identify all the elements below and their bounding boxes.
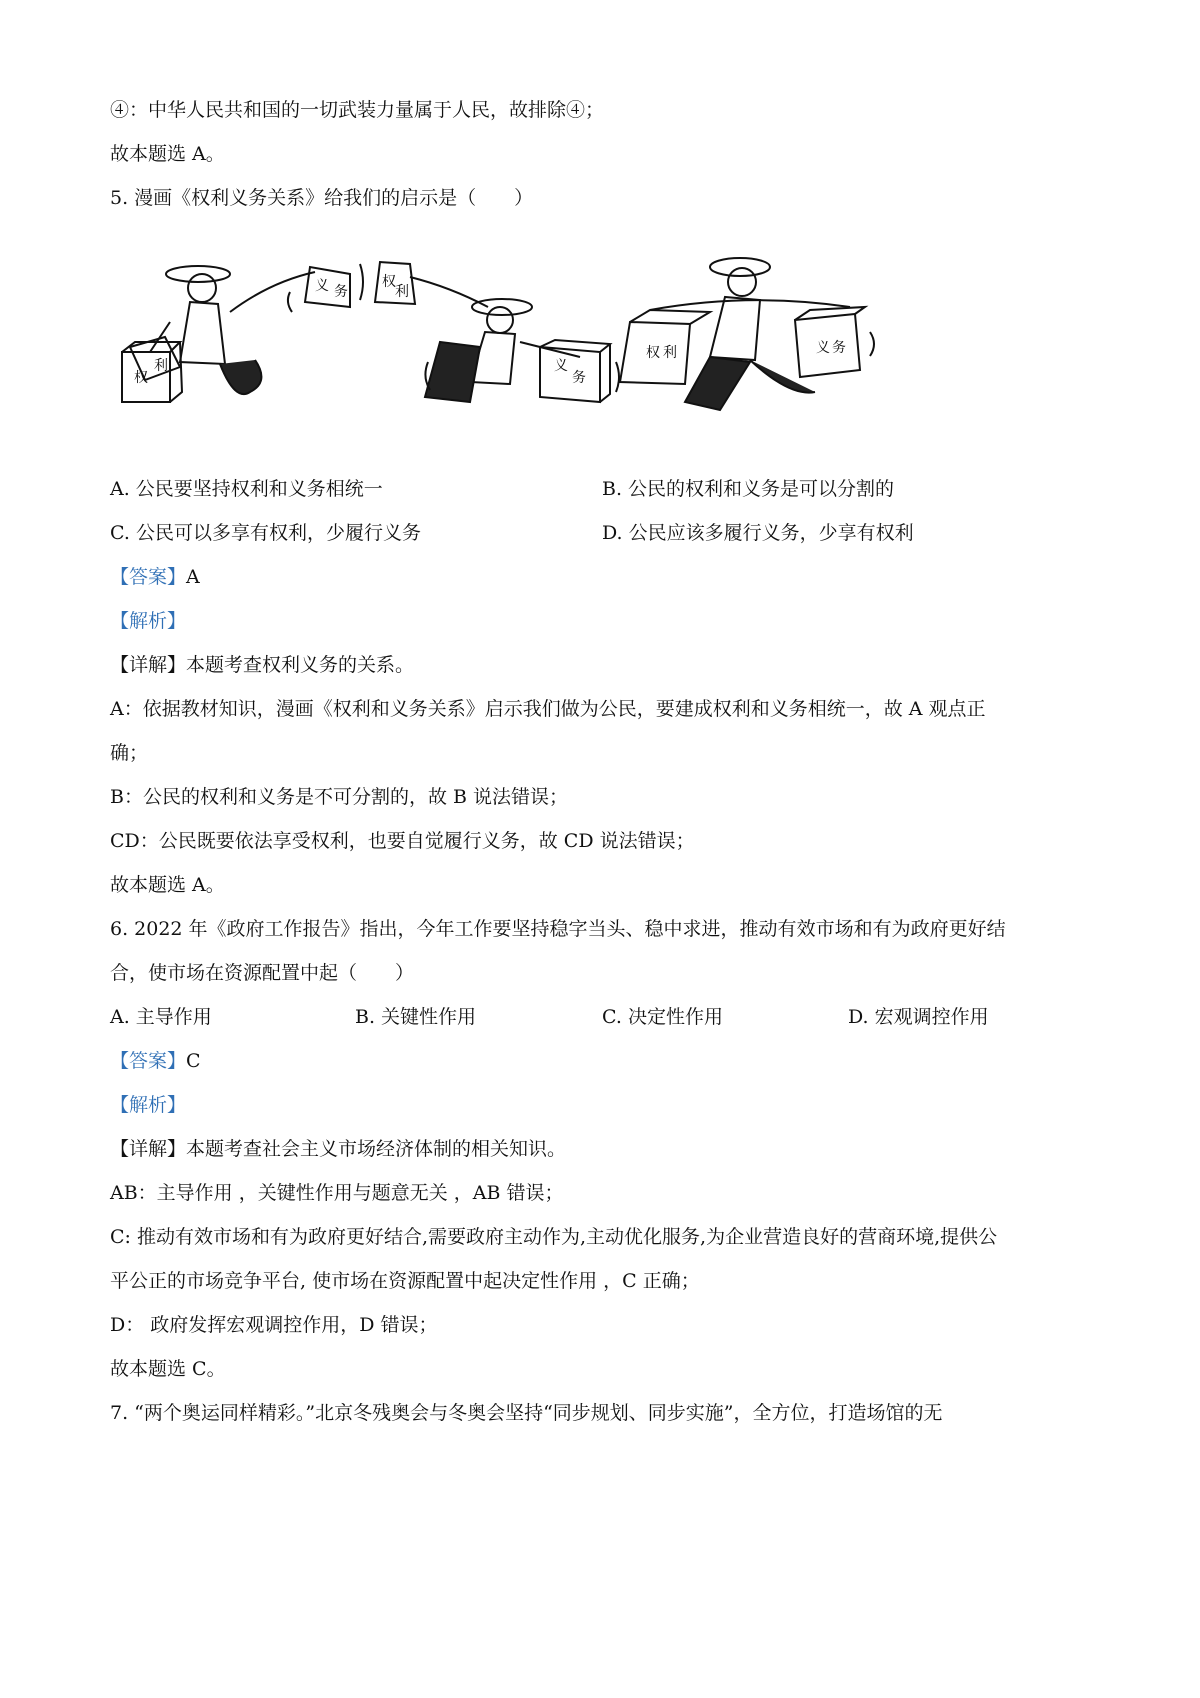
question-6-stem: 6. 2022 年《政府工作报告》指出，今年工作要坚持稳字当头、稳中求进，推动有效市场和有为政府更好结 xyxy=(110,918,1006,940)
answer-tag: 【答案】 xyxy=(110,1050,187,1072)
box-label-char: 权 xyxy=(382,274,396,290)
box-label-char: 务 xyxy=(832,340,846,356)
question-5-stem: 5. 漫画《权利义务关系》给我们的启示是（ ） xyxy=(110,187,534,209)
explain-line: C: 推动有效市场和有为政府更好结合,需要政府主动作为,主动优化服务,为企业营造良好的营商环境,提供公 xyxy=(110,1226,998,1248)
question-6-stem-cont: 合，使市场在资源配置中起（ ） xyxy=(110,962,415,984)
analysis-tag: 【解析】 xyxy=(110,610,187,632)
explain-line: AB：主导作用 ，关键性作用与题意无关 ，AB 错误； xyxy=(110,1182,564,1204)
cartoon-panel-3 xyxy=(620,258,874,410)
box-label-char: 利 xyxy=(663,345,677,361)
answer-line xyxy=(110,564,200,590)
option-b: B. 公民的权利和义务是可以分割的 xyxy=(602,478,895,500)
box-label-char: 义 xyxy=(554,358,568,374)
explain-line: 故本题选 C。 xyxy=(110,1358,226,1380)
explain-line: B：公民的权利和义务是不可分割的，故 B 说法错误； xyxy=(110,786,569,808)
answer-line xyxy=(110,1048,201,1074)
option-a: A. 主导作用 xyxy=(110,1006,212,1028)
cartoon-rights-duties xyxy=(110,252,950,437)
box-label-char: 利 xyxy=(154,358,168,374)
text-line: ④：中华人民共和国的一切武装力量属于人民，故排除④； xyxy=(110,99,605,121)
analysis-tag: 【解析】 xyxy=(110,1094,187,1116)
explain-line: 确； xyxy=(110,742,149,764)
answer-value: A xyxy=(186,566,200,588)
option-d: D. 宏观调控作用 xyxy=(848,1006,989,1028)
explain-line: CD：公民既要依法享受权利，也要自觉履行义务，故 CD 说法错误； xyxy=(110,830,695,852)
box-label-char: 权 xyxy=(134,370,148,386)
box-label-char: 义 xyxy=(816,340,830,356)
option-a: A. 公民要坚持权利和义务相统一 xyxy=(110,478,383,500)
text-line: 故本题选 A。 xyxy=(110,143,225,165)
answer-value: C xyxy=(186,1050,201,1072)
box-label-char: 权 xyxy=(646,345,660,361)
box-label-char: 义 xyxy=(315,278,329,294)
explain-line: 平公正的市场竞争平台, 使市场在资源配置中起决定性作用 ，C 正确； xyxy=(110,1270,700,1292)
option-c: C. 决定性作用 xyxy=(602,1006,723,1028)
box-label-char: 务 xyxy=(572,370,586,386)
option-c: C. 公民可以多享有权利，少履行义务 xyxy=(110,522,421,544)
answer-tag: 【答案】 xyxy=(110,566,187,588)
detail-line: 【详解】本题考查权利义务的关系。 xyxy=(110,654,415,676)
box-label-char: 务 xyxy=(334,284,348,300)
explain-line: A：依据教材知识，漫画《权利和义务关系》启示我们做为公民，要建成权利和义务相统一，故 A 观点正 xyxy=(110,698,986,720)
explain-line: 故本题选 A。 xyxy=(110,874,225,896)
explain-line: D： 政府发挥宏观调控作用，D 错误； xyxy=(110,1314,438,1336)
question-7-stem: 7. “两个奥运同样精彩。”北京冬残奥会与冬奥会坚持“同步规划、同步实施”，全方位，打造场馆的无 xyxy=(110,1402,943,1424)
box-label-char: 利 xyxy=(395,284,409,300)
option-b: B. 关键性作用 xyxy=(355,1006,477,1028)
option-d: D. 公民应该多履行义务，少享有权利 xyxy=(602,522,914,544)
detail-line: 【详解】本题考查社会主义市场经济体制的相关知识。 xyxy=(110,1138,567,1160)
cartoon-illustration xyxy=(110,252,950,437)
